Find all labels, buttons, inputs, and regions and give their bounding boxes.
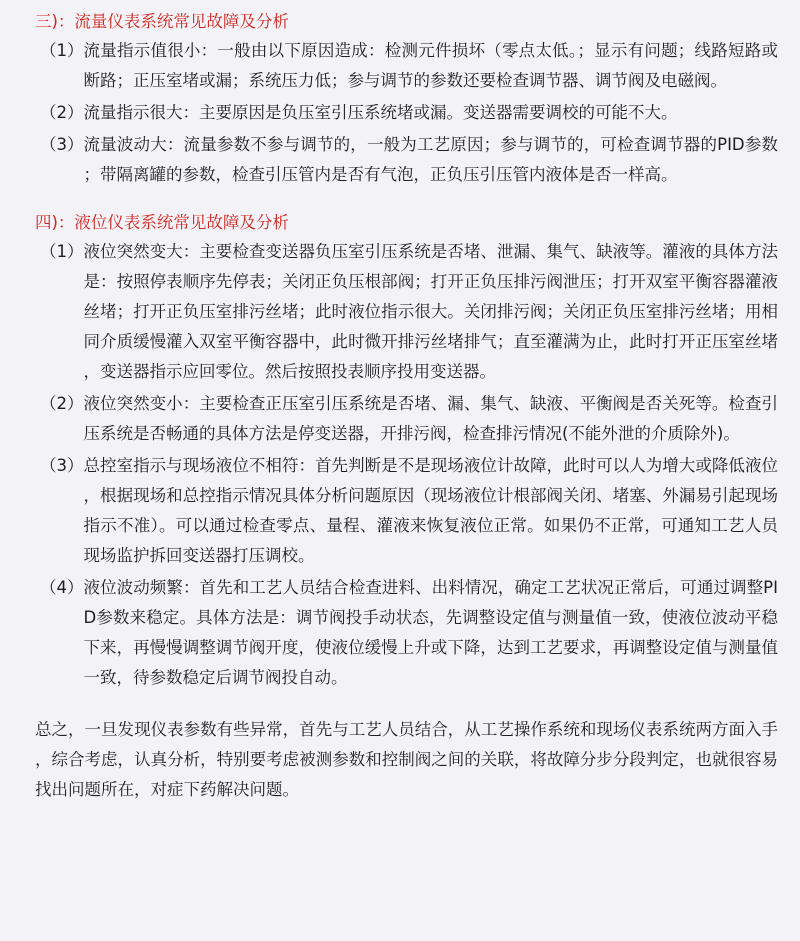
- item-number: （3）: [40, 456, 84, 475]
- item-text: 流量指示很大：主要原因是负压室引压系统堵或漏。变送器需要调校的可能不大。: [83, 103, 678, 122]
- list-item: [30, 237, 778, 387]
- section-heading: 四)：液位仪表系统常见故障及分析: [35, 213, 289, 232]
- item-number: （2）: [40, 103, 84, 122]
- item-number: （3）: [40, 135, 84, 154]
- item-number: （4）: [40, 578, 84, 597]
- list-item: [30, 451, 778, 571]
- item-text: 液位突然变大：主要检查变送器负压室引压系统是否堵、泄漏、集气、缺液等。灌液的具体方法是：按照停表顺序先停表；关闭正负压根部阀；打开正负压排污阀泄压；打开双室平衡容器灌液丝堵；打开正负压室排污丝堵；此时液位指示很大。关闭排污阀；关闭正负压室排污丝堵；用相同介质缓慢灌入双室平衡容器中，此时微开排污丝堵排气；直至灌满为止，此时打开正压室丝堵，变送器指示应回零位。然后按照投表顺序投用变送器。: [83, 242, 778, 381]
- section-flow-meter-faults: [30, 8, 778, 190]
- item-text: 流量波动大：流量参数不参与调节的，一般为工艺原因；参与调节的，可检查调节器的PID参数；带隔离罐的参数，检查引压管内是否有气泡，正负压引压管内液体是否一样高。: [83, 135, 778, 184]
- list-item: [30, 36, 778, 96]
- list-item: [30, 130, 778, 190]
- item-text: 总控室指示与现场液位不相符：首先判断是不是现场液位计故障，此时可以人为增大或降低液位，根据现场和总控指示情况具体分析问题原因（现场液位计根部阀关闭、堵塞、外漏易引起现场指示不准）。可以通过检查零点、量程、灌液来恢复液位正常。如果仍不正常，可通知工艺人员现场监护拆回变送器打压调校。: [83, 456, 778, 565]
- item-number: （1）: [40, 242, 84, 261]
- item-text: 流量指示值很小：一般由以下原因造成：检测元件损坏（零点太低。；显示有问题；线路短路或断路；正压室堵或漏；系统压力低；参与调节的参数还要检查调节器、调节阀及电磁阀。: [83, 41, 778, 90]
- list-item: [30, 573, 778, 693]
- item-text: 液位突然变小：主要检查正压室引压系统是否堵、漏、集气、缺液、平衡阀是否关死等。检查引压系统是否畅通的具体方法是停变送器，开排污阀，检查排污情况(不能外泄的介质除外)。: [83, 394, 778, 443]
- item-number: （2）: [40, 394, 84, 413]
- item-number: （1）: [40, 41, 84, 60]
- section-heading: 三)：流量仪表系统常见故障及分析: [35, 12, 289, 31]
- summary-paragraph: 总之，一旦发现仪表参数有些异常，首先与工艺人员结合，从工艺操作系统和现场仪表系统两方面入手，综合考虑，认真分析，特别要考虑被测参数和控制阀之间的关联，将故障分步分段判定，也就很容易找出问题所在，对症下药解决问题。: [35, 720, 778, 799]
- list-item: [30, 98, 778, 128]
- item-text: 液位波动频繁：首先和工艺人员结合检查进料、出料情况，确定工艺状况正常后，可通过调整PID参数来稳定。具体方法是：调节阀投手动状态，先调整设定值与测量值一致，使液位波动平稳下来，再慢慢调整调节阀开度，使液位缓慢上升或下降，达到工艺要求，再调整设定值与测量值一致，待参数稳定后调节阀投自动。: [83, 578, 778, 687]
- list-item: [30, 389, 778, 449]
- section-level-meter-faults: [30, 209, 778, 693]
